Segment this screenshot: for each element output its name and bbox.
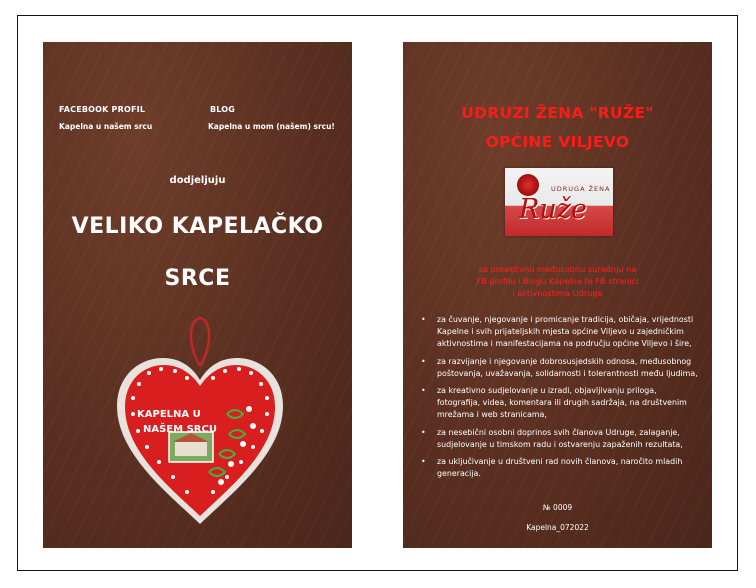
recipient-name-line2: OPĆINE VILJEVO (485, 133, 630, 151)
awards-verb: dodjeljuju (169, 175, 226, 186)
place-date: Kapelna_072022 (526, 523, 589, 532)
heart-text-line1: KAPELNA U (137, 409, 201, 420)
serial-number: № 0009 (542, 503, 573, 512)
blog-name: Kapelna u mom (našem) srcu! (208, 122, 335, 131)
award-title-line2: SRCE (164, 266, 231, 291)
facebook-profile-label: FACEBOOK PROFIL (59, 105, 146, 114)
recipient-name-line1: UDRUZI ŽENA "RUŽE" (461, 104, 654, 122)
merit-list (417, 314, 701, 485)
reason-line1: za proaktivnu međusobnu suradnju na (478, 264, 637, 274)
list-item: • za razvijanje i njegovanje dobrosusjedskih odnosa, međusobnog poštovanja, uvažavanja, solidarnosti i tolerantnosti među ljudima, (417, 356, 701, 380)
reason-line2: FB profilu i Blogu Kapelna te FB stranici (476, 276, 639, 286)
rose-icon (517, 174, 539, 196)
heart-text-line2: NAŠEM SRCU (143, 424, 217, 435)
logo-big-text: Ruže (519, 194, 587, 225)
award-back-card (403, 42, 712, 548)
association-logo (505, 168, 613, 236)
list-item: • za uključivanje u društveni rad novih članova, naročito mladih generacija. (417, 456, 701, 480)
gingerbread-heart-image (109, 314, 291, 536)
logo-small-text: UDRUGA ŽENA (551, 185, 611, 193)
reason-line3: i aktivnostima Udruge (512, 288, 603, 298)
award-title-line1: VELIKO KAPELAČKO (71, 214, 324, 239)
list-item: • za kreativno sudjelovanje u izradi, objavljivanju priloga, fotografija, videa, komentara ili drugih sadržaja, na društvenim mrežama i web stranicama, (417, 385, 701, 422)
award-front-card (43, 42, 352, 548)
facebook-profile-name: Kapelna u našem srcu (59, 122, 153, 131)
list-item: • za čuvanje, njegovanje i promicanje tradicija, običaja, vrijednosti Kapelne i svih prijateljskih mjesta općine Viljevo u zajedničkim aktivnostima i manifestacijama na području općine Viljevo i šire, (417, 314, 701, 351)
blog-label: BLOG (210, 105, 236, 114)
list-item: • za nesebični osobni doprinos svih članova Udruge, zalaganje, sudjelovanje u timskom radu i ostvarenju zapaženih rezultata, (417, 427, 701, 451)
